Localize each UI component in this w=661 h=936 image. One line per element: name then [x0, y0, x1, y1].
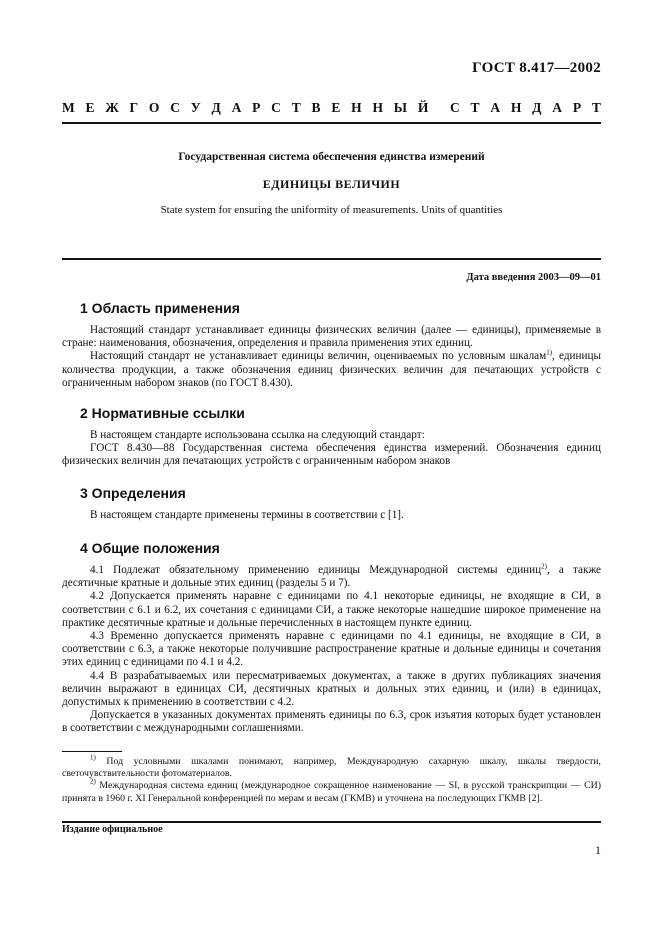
standard-type-letter: Е — [331, 100, 341, 115]
standard-type-letter: Н — [372, 100, 383, 115]
standard-type-letter: Й — [417, 100, 429, 115]
standard-type-letter: А — [552, 100, 563, 115]
footnote-ref-1: 1) — [546, 348, 553, 357]
section-1-paragraph-2: Настоящий стандарт не устанавливает единицы величин, оцениваемых по условным шкалам$^{1)}$, единицы количества продукции, а также обозначения единиц физических величин для печатающих устройств с ограниченным набором знаков (по ГОСТ 8.430). — [62, 348, 601, 389]
footnote-rule — [62, 751, 122, 752]
section-2-paragraph-1: В настоящем стандарте использована ссылка на следующий стандарт: — [90, 429, 425, 441]
top-rule — [62, 122, 601, 124]
standard-type-letter: Т — [591, 100, 601, 115]
english-title: State system for ensuring the uniformity of measurements. Units of quantities — [160, 204, 503, 216]
section-1-heading: 1 Область применения — [80, 300, 240, 316]
doc-number: ГОСТ 8.417—2002 — [472, 60, 601, 76]
standard-type-letter: У — [190, 100, 201, 115]
standard-type-letter: М — [62, 100, 75, 115]
clause-4-3: 4.3 Временно допускается применять наравне с единицами по 4.1 единицы, не входящие в СИ, в соответствии с 6.3, а также некоторые получившие распространение кратные и дольные единицы и сочетания этих единиц с единицами по 4.1 и 4.2. — [62, 630, 601, 669]
section-1-paragraph-1: Настоящий стандарт устанавливает единицы физических величин (далее — единицы), применяемые в стране: наименования, обозначения, определения и правила применения этих единиц. — [62, 324, 601, 350]
standard-type-letter: В — [311, 100, 321, 115]
standard-type-letter: Н — [510, 100, 522, 115]
standard-type-letter: С — [271, 100, 281, 115]
standard-type-letter: А — [231, 100, 242, 115]
standard-type-letter: Д — [211, 100, 221, 115]
section-4 — [62, 540, 601, 736]
footnote-1: $^{1)}$ Под условными шкалами понимают, например, Международную сахарную шкалу, шкалы твердости, светочувствительности фотоматериалов. — [62, 753, 601, 780]
standard-type-letter: С — [170, 100, 180, 115]
standard-type-letter: Р — [572, 100, 582, 115]
standard-type-letter: А — [490, 100, 501, 115]
footnote-2: $^{2)}$ Международная система единиц (международное сокращенное наименование — SI, в русской транскрипции — СИ) принята в 1960 г. XI Генеральной конференцией по мерам и весам (ГКМВ) и уточнена на последующих ГКМВ [2]. — [62, 778, 601, 804]
section-2-heading: 2 Нормативные ссылки — [80, 405, 245, 421]
section-3-paragraph-1: В настоящем стандарте применены термины в соответствии с [1]. — [90, 509, 404, 521]
title-bottom-rule — [62, 258, 601, 260]
clause-4-1: 4.1 Подлежат обязательному применению единицы Международной системы единиц$^{2)}$, а также десятичные кратные и дольные этих единиц (разделы 5 и 7). — [62, 562, 601, 590]
page-number: 1 — [595, 843, 601, 857]
section-4-heading: 4 Общие положения — [80, 540, 220, 556]
footnotes — [62, 753, 601, 805]
standard-type-letter: Ж — [105, 100, 119, 115]
standard-type-letter: Т — [470, 100, 480, 115]
section-1 — [62, 300, 601, 390]
intro-date: Дата введения 2003—09—01 — [466, 272, 601, 283]
section-3 — [62, 485, 601, 522]
main-title: ЕДИНИЦЫ ВЕЛИЧИН — [262, 177, 401, 191]
footnote-ref-2: 2) — [541, 562, 547, 571]
standard-type-letter: Н — [351, 100, 362, 115]
standard-type-letter: О — [148, 100, 160, 115]
standard-type-letter: Т — [291, 100, 301, 115]
clause-4-4-note: Допускается в указанных документах применять единицы по 6.3, срок изъятия которых будет установлен в соответствии с международными соглашениями. — [62, 709, 601, 735]
system-title: Государственная система обеспечения единства измерений — [178, 151, 485, 163]
standard-type-letter: Ы — [393, 100, 408, 115]
standard-type-letter: Р — [252, 100, 261, 115]
standard-type-letter: Е — [85, 100, 95, 115]
standard-type-letter: Д — [532, 100, 542, 115]
section-2 — [62, 405, 601, 469]
section-2-paragraph-2: ГОСТ 8.430—88 Государственная система обеспечения единства измерений. Обозначения единиц физических величин для печатающих устройств с ограниченным набором знаков — [62, 442, 601, 468]
edition-label: Издание официальное — [62, 824, 163, 835]
footer-rule — [62, 821, 601, 823]
standard-type-letter: Г — [129, 100, 139, 115]
clause-4-2: 4.2 Допускается применять наравне с единицами по 4.1 некоторые единицы, не входящие в СИ, в соответствии с 6.1 и 6.2, их сочетания с единицами СИ, а также некоторые нашедшие широкое применение на практике десятичные кратные и дольные перечисленных в настоящем пункте единиц. — [62, 590, 601, 629]
clause-4-4: 4.4 В разрабатываемых или пересматриваемых документах, а также в других публикациях значения величин выражают в единицах СИ, десятичных кратных и дольных этих единиц, и (или) в единицах, допустимых к применению в соответствии с 4.2. — [62, 669, 601, 709]
standard-type-heading — [62, 100, 601, 116]
standard-type-letter: С — [449, 100, 460, 115]
section-3-heading: 3 Определения — [80, 485, 186, 501]
